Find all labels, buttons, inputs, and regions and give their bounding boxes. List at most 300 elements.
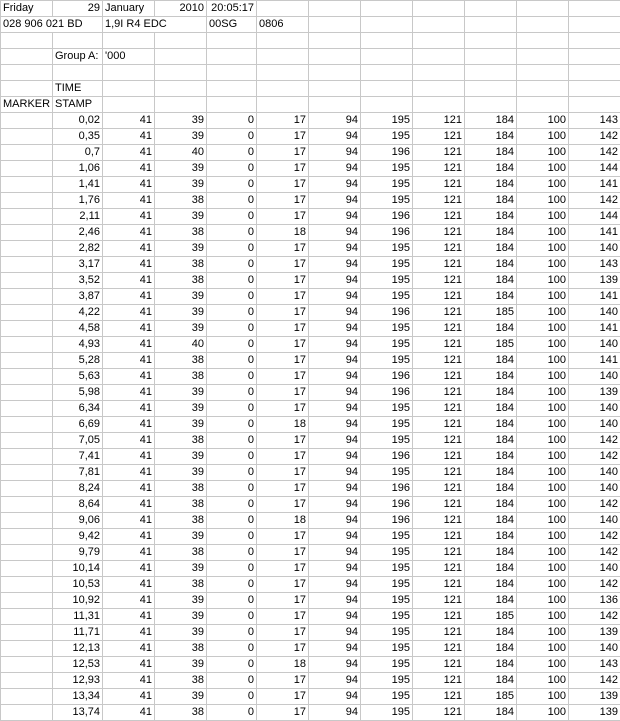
- value-cell[interactable]: 142: [569, 145, 620, 161]
- value-cell[interactable]: 94: [309, 113, 361, 129]
- value-cell[interactable]: 0: [207, 577, 257, 593]
- value-cell[interactable]: 196: [361, 481, 413, 497]
- value-cell[interactable]: 0: [207, 625, 257, 641]
- cell-year[interactable]: 2010: [155, 1, 207, 17]
- value-cell[interactable]: 17: [257, 385, 309, 401]
- value-cell[interactable]: 17: [257, 449, 309, 465]
- value-cell[interactable]: 39: [155, 417, 207, 433]
- value-cell[interactable]: 141: [569, 353, 620, 369]
- value-cell[interactable]: 121: [413, 289, 465, 305]
- value-cell[interactable]: 184: [465, 417, 517, 433]
- value-cell[interactable]: 121: [413, 657, 465, 673]
- value-cell[interactable]: 195: [361, 465, 413, 481]
- value-cell[interactable]: 121: [413, 257, 465, 273]
- value-cell[interactable]: 41: [103, 481, 155, 497]
- value-cell[interactable]: 184: [465, 593, 517, 609]
- value-cell[interactable]: 121: [413, 513, 465, 529]
- value-cell[interactable]: 195: [361, 417, 413, 433]
- timestamp-cell[interactable]: 9,79: [53, 545, 103, 561]
- value-cell[interactable]: 100: [517, 193, 569, 209]
- value-cell[interactable]: 41: [103, 209, 155, 225]
- value-cell[interactable]: 17: [257, 529, 309, 545]
- value-cell[interactable]: 39: [155, 177, 207, 193]
- value-cell[interactable]: 195: [361, 337, 413, 353]
- value-cell[interactable]: 136: [569, 593, 620, 609]
- value-cell[interactable]: 195: [361, 561, 413, 577]
- value-cell[interactable]: 139: [569, 705, 620, 721]
- value-cell[interactable]: 41: [103, 369, 155, 385]
- value-cell[interactable]: 0: [207, 433, 257, 449]
- value-cell[interactable]: 17: [257, 161, 309, 177]
- value-cell[interactable]: 141: [569, 177, 620, 193]
- value-cell[interactable]: 0: [207, 561, 257, 577]
- value-cell[interactable]: 17: [257, 289, 309, 305]
- value-cell[interactable]: 100: [517, 241, 569, 257]
- timestamp-cell[interactable]: 2,82: [53, 241, 103, 257]
- value-cell[interactable]: 41: [103, 401, 155, 417]
- value-cell[interactable]: 140: [569, 481, 620, 497]
- value-cell[interactable]: 17: [257, 337, 309, 353]
- value-cell[interactable]: 196: [361, 449, 413, 465]
- value-cell[interactable]: 0: [207, 289, 257, 305]
- value-cell[interactable]: 121: [413, 673, 465, 689]
- marker-cell[interactable]: [1, 433, 53, 449]
- value-cell[interactable]: 41: [103, 561, 155, 577]
- value-cell[interactable]: 139: [569, 689, 620, 705]
- value-cell[interactable]: 100: [517, 513, 569, 529]
- value-cell[interactable]: 0: [207, 305, 257, 321]
- value-cell[interactable]: 140: [569, 337, 620, 353]
- timestamp-cell[interactable]: 12,13: [53, 641, 103, 657]
- value-cell[interactable]: 195: [361, 353, 413, 369]
- value-cell[interactable]: 17: [257, 673, 309, 689]
- marker-cell[interactable]: [1, 129, 53, 145]
- cell-time[interactable]: 20:05:17: [207, 1, 257, 17]
- value-cell[interactable]: 185: [465, 609, 517, 625]
- marker-cell[interactable]: [1, 385, 53, 401]
- value-cell[interactable]: 38: [155, 481, 207, 497]
- value-cell[interactable]: 94: [309, 385, 361, 401]
- marker-cell[interactable]: [1, 673, 53, 689]
- value-cell[interactable]: 140: [569, 465, 620, 481]
- value-cell[interactable]: 142: [569, 449, 620, 465]
- value-cell[interactable]: 0: [207, 177, 257, 193]
- value-cell[interactable]: 140: [569, 369, 620, 385]
- value-cell[interactable]: 94: [309, 625, 361, 641]
- value-cell[interactable]: 184: [465, 177, 517, 193]
- value-cell[interactable]: 0: [207, 385, 257, 401]
- cell-day[interactable]: Friday: [1, 1, 53, 17]
- value-cell[interactable]: 41: [103, 657, 155, 673]
- marker-cell[interactable]: [1, 513, 53, 529]
- value-cell[interactable]: 100: [517, 161, 569, 177]
- marker-cell[interactable]: [1, 257, 53, 273]
- value-cell[interactable]: 140: [569, 513, 620, 529]
- value-cell[interactable]: 121: [413, 225, 465, 241]
- value-cell[interactable]: 41: [103, 641, 155, 657]
- value-cell[interactable]: 38: [155, 705, 207, 721]
- value-cell[interactable]: 100: [517, 209, 569, 225]
- value-cell[interactable]: 17: [257, 641, 309, 657]
- value-cell[interactable]: 17: [257, 241, 309, 257]
- value-cell[interactable]: 17: [257, 561, 309, 577]
- value-cell[interactable]: 121: [413, 641, 465, 657]
- value-cell[interactable]: 100: [517, 385, 569, 401]
- value-cell[interactable]: 184: [465, 529, 517, 545]
- value-cell[interactable]: 94: [309, 689, 361, 705]
- value-cell[interactable]: 195: [361, 257, 413, 273]
- value-cell[interactable]: 142: [569, 129, 620, 145]
- timestamp-cell[interactable]: 4,93: [53, 337, 103, 353]
- value-cell[interactable]: 195: [361, 545, 413, 561]
- value-cell[interactable]: 142: [569, 545, 620, 561]
- value-cell[interactable]: 38: [155, 545, 207, 561]
- marker-cell[interactable]: [1, 337, 53, 353]
- timestamp-cell[interactable]: 4,22: [53, 305, 103, 321]
- value-cell[interactable]: 142: [569, 577, 620, 593]
- value-cell[interactable]: 39: [155, 625, 207, 641]
- value-cell[interactable]: 39: [155, 657, 207, 673]
- value-cell[interactable]: 39: [155, 449, 207, 465]
- value-cell[interactable]: 41: [103, 273, 155, 289]
- value-cell[interactable]: 185: [465, 689, 517, 705]
- value-cell[interactable]: 184: [465, 465, 517, 481]
- value-cell[interactable]: 121: [413, 177, 465, 193]
- value-cell[interactable]: 184: [465, 289, 517, 305]
- value-cell[interactable]: 41: [103, 497, 155, 513]
- value-cell[interactable]: 41: [103, 145, 155, 161]
- value-cell[interactable]: 100: [517, 305, 569, 321]
- value-cell[interactable]: 38: [155, 369, 207, 385]
- value-cell[interactable]: 41: [103, 177, 155, 193]
- value-cell[interactable]: 196: [361, 305, 413, 321]
- cell-code-a[interactable]: 00SG: [207, 17, 257, 33]
- value-cell[interactable]: 195: [361, 689, 413, 705]
- value-cell[interactable]: 38: [155, 497, 207, 513]
- value-cell[interactable]: 121: [413, 577, 465, 593]
- value-cell[interactable]: 94: [309, 593, 361, 609]
- marker-cell[interactable]: [1, 401, 53, 417]
- value-cell[interactable]: 184: [465, 225, 517, 241]
- value-cell[interactable]: 18: [257, 513, 309, 529]
- value-cell[interactable]: 41: [103, 609, 155, 625]
- value-cell[interactable]: 0: [207, 641, 257, 657]
- value-cell[interactable]: 0: [207, 145, 257, 161]
- value-cell[interactable]: 17: [257, 465, 309, 481]
- value-cell[interactable]: 121: [413, 353, 465, 369]
- timestamp-cell[interactable]: 12,53: [53, 657, 103, 673]
- value-cell[interactable]: 100: [517, 145, 569, 161]
- value-cell[interactable]: 195: [361, 161, 413, 177]
- value-cell[interactable]: 94: [309, 513, 361, 529]
- value-cell[interactable]: 184: [465, 257, 517, 273]
- value-cell[interactable]: 94: [309, 353, 361, 369]
- value-cell[interactable]: 94: [309, 609, 361, 625]
- value-cell[interactable]: 41: [103, 321, 155, 337]
- value-cell[interactable]: 0: [207, 689, 257, 705]
- timestamp-cell[interactable]: 9,42: [53, 529, 103, 545]
- value-cell[interactable]: 94: [309, 401, 361, 417]
- value-cell[interactable]: 0: [207, 513, 257, 529]
- marker-cell[interactable]: [1, 625, 53, 641]
- value-cell[interactable]: 195: [361, 177, 413, 193]
- value-cell[interactable]: 121: [413, 433, 465, 449]
- value-cell[interactable]: 100: [517, 593, 569, 609]
- value-cell[interactable]: 94: [309, 305, 361, 321]
- timestamp-cell[interactable]: 8,64: [53, 497, 103, 513]
- value-cell[interactable]: 94: [309, 529, 361, 545]
- marker-cell[interactable]: [1, 289, 53, 305]
- value-cell[interactable]: 38: [155, 673, 207, 689]
- value-cell[interactable]: 100: [517, 465, 569, 481]
- value-cell[interactable]: 100: [517, 561, 569, 577]
- value-cell[interactable]: 0: [207, 401, 257, 417]
- marker-cell[interactable]: [1, 529, 53, 545]
- value-cell[interactable]: 121: [413, 529, 465, 545]
- value-cell[interactable]: 184: [465, 321, 517, 337]
- value-cell[interactable]: 121: [413, 385, 465, 401]
- value-cell[interactable]: 141: [569, 289, 620, 305]
- value-cell[interactable]: 17: [257, 209, 309, 225]
- value-cell[interactable]: 41: [103, 529, 155, 545]
- value-cell[interactable]: 100: [517, 257, 569, 273]
- marker-cell[interactable]: [1, 657, 53, 673]
- value-cell[interactable]: 39: [155, 113, 207, 129]
- value-cell[interactable]: 41: [103, 545, 155, 561]
- value-cell[interactable]: 143: [569, 113, 620, 129]
- value-cell[interactable]: 121: [413, 625, 465, 641]
- value-cell[interactable]: 17: [257, 545, 309, 561]
- value-cell[interactable]: 184: [465, 513, 517, 529]
- marker-cell[interactable]: [1, 609, 53, 625]
- value-cell[interactable]: 41: [103, 689, 155, 705]
- value-cell[interactable]: 100: [517, 129, 569, 145]
- value-cell[interactable]: 94: [309, 417, 361, 433]
- value-cell[interactable]: 184: [465, 209, 517, 225]
- value-cell[interactable]: 41: [103, 193, 155, 209]
- value-cell[interactable]: 195: [361, 401, 413, 417]
- value-cell[interactable]: 195: [361, 593, 413, 609]
- value-cell[interactable]: 17: [257, 257, 309, 273]
- value-cell[interactable]: 94: [309, 337, 361, 353]
- value-cell[interactable]: 143: [569, 257, 620, 273]
- value-cell[interactable]: 39: [155, 465, 207, 481]
- value-cell[interactable]: 140: [569, 641, 620, 657]
- value-cell[interactable]: 100: [517, 321, 569, 337]
- value-cell[interactable]: 100: [517, 657, 569, 673]
- value-cell[interactable]: 184: [465, 545, 517, 561]
- timestamp-cell[interactable]: 2,46: [53, 225, 103, 241]
- timestamp-cell[interactable]: 13,34: [53, 689, 103, 705]
- value-cell[interactable]: 41: [103, 417, 155, 433]
- marker-cell[interactable]: [1, 193, 53, 209]
- value-cell[interactable]: 100: [517, 369, 569, 385]
- marker-cell[interactable]: [1, 353, 53, 369]
- value-cell[interactable]: 0: [207, 113, 257, 129]
- value-cell[interactable]: 38: [155, 193, 207, 209]
- timestamp-cell[interactable]: 0,02: [53, 113, 103, 129]
- value-cell[interactable]: 100: [517, 625, 569, 641]
- value-cell[interactable]: 17: [257, 145, 309, 161]
- value-cell[interactable]: 195: [361, 673, 413, 689]
- value-cell[interactable]: 38: [155, 641, 207, 657]
- marker-cell[interactable]: [1, 225, 53, 241]
- value-cell[interactable]: 142: [569, 673, 620, 689]
- value-cell[interactable]: 94: [309, 705, 361, 721]
- value-cell[interactable]: 184: [465, 145, 517, 161]
- value-cell[interactable]: 94: [309, 369, 361, 385]
- value-cell[interactable]: 142: [569, 609, 620, 625]
- value-cell[interactable]: 184: [465, 273, 517, 289]
- value-cell[interactable]: 144: [569, 161, 620, 177]
- value-cell[interactable]: 184: [465, 385, 517, 401]
- timestamp-cell[interactable]: 1,41: [53, 177, 103, 193]
- cell-id[interactable]: 028 906 021 BD: [1, 17, 103, 33]
- value-cell[interactable]: 38: [155, 273, 207, 289]
- value-cell[interactable]: 195: [361, 113, 413, 129]
- value-cell[interactable]: 121: [413, 481, 465, 497]
- value-cell[interactable]: 100: [517, 481, 569, 497]
- cell-month[interactable]: January: [103, 1, 155, 17]
- timestamp-cell[interactable]: 7,81: [53, 465, 103, 481]
- value-cell[interactable]: 196: [361, 385, 413, 401]
- value-cell[interactable]: 0: [207, 417, 257, 433]
- value-cell[interactable]: 39: [155, 593, 207, 609]
- value-cell[interactable]: 41: [103, 577, 155, 593]
- value-cell[interactable]: 17: [257, 689, 309, 705]
- value-cell[interactable]: 140: [569, 241, 620, 257]
- value-cell[interactable]: 17: [257, 609, 309, 625]
- value-cell[interactable]: 39: [155, 561, 207, 577]
- value-cell[interactable]: 121: [413, 161, 465, 177]
- timestamp-cell[interactable]: 13,74: [53, 705, 103, 721]
- value-cell[interactable]: 121: [413, 497, 465, 513]
- value-cell[interactable]: 39: [155, 129, 207, 145]
- value-cell[interactable]: 94: [309, 145, 361, 161]
- value-cell[interactable]: 17: [257, 273, 309, 289]
- timestamp-cell[interactable]: 6,69: [53, 417, 103, 433]
- marker-cell[interactable]: [1, 641, 53, 657]
- value-cell[interactable]: 41: [103, 305, 155, 321]
- value-cell[interactable]: 100: [517, 401, 569, 417]
- value-cell[interactable]: 142: [569, 193, 620, 209]
- timestamp-cell[interactable]: 8,24: [53, 481, 103, 497]
- value-cell[interactable]: 195: [361, 609, 413, 625]
- value-cell[interactable]: 17: [257, 113, 309, 129]
- value-cell[interactable]: 184: [465, 705, 517, 721]
- value-cell[interactable]: 121: [413, 113, 465, 129]
- value-cell[interactable]: 140: [569, 305, 620, 321]
- value-cell[interactable]: 0: [207, 673, 257, 689]
- value-cell[interactable]: 143: [569, 657, 620, 673]
- value-cell[interactable]: 185: [465, 337, 517, 353]
- value-cell[interactable]: 185: [465, 305, 517, 321]
- value-cell[interactable]: 41: [103, 289, 155, 305]
- value-cell[interactable]: 144: [569, 209, 620, 225]
- value-cell[interactable]: 121: [413, 593, 465, 609]
- value-cell[interactable]: 195: [361, 577, 413, 593]
- value-cell[interactable]: 121: [413, 337, 465, 353]
- value-cell[interactable]: 100: [517, 641, 569, 657]
- value-cell[interactable]: 0: [207, 497, 257, 513]
- value-cell[interactable]: 94: [309, 177, 361, 193]
- value-cell[interactable]: 38: [155, 433, 207, 449]
- value-cell[interactable]: 139: [569, 385, 620, 401]
- value-cell[interactable]: 17: [257, 481, 309, 497]
- timestamp-cell[interactable]: 0,35: [53, 129, 103, 145]
- value-cell[interactable]: 184: [465, 641, 517, 657]
- value-cell[interactable]: 18: [257, 417, 309, 433]
- value-cell[interactable]: 0: [207, 257, 257, 273]
- marker-cell[interactable]: [1, 305, 53, 321]
- value-cell[interactable]: 41: [103, 257, 155, 273]
- value-cell[interactable]: 184: [465, 625, 517, 641]
- value-cell[interactable]: 0: [207, 481, 257, 497]
- value-cell[interactable]: 142: [569, 433, 620, 449]
- value-cell[interactable]: 94: [309, 433, 361, 449]
- value-cell[interactable]: 0: [207, 705, 257, 721]
- value-cell[interactable]: 121: [413, 545, 465, 561]
- value-cell[interactable]: 39: [155, 305, 207, 321]
- value-cell[interactable]: 140: [569, 417, 620, 433]
- value-cell[interactable]: 17: [257, 625, 309, 641]
- value-cell[interactable]: 140: [569, 561, 620, 577]
- value-cell[interactable]: 196: [361, 209, 413, 225]
- value-cell[interactable]: 100: [517, 673, 569, 689]
- value-cell[interactable]: 41: [103, 513, 155, 529]
- value-cell[interactable]: 0: [207, 193, 257, 209]
- value-cell[interactable]: 100: [517, 225, 569, 241]
- value-cell[interactable]: 195: [361, 529, 413, 545]
- value-cell[interactable]: 0: [207, 609, 257, 625]
- value-cell[interactable]: 121: [413, 609, 465, 625]
- value-cell[interactable]: 196: [361, 145, 413, 161]
- value-cell[interactable]: 195: [361, 241, 413, 257]
- value-cell[interactable]: 18: [257, 225, 309, 241]
- value-cell[interactable]: 41: [103, 113, 155, 129]
- value-cell[interactable]: 184: [465, 433, 517, 449]
- value-cell[interactable]: 41: [103, 625, 155, 641]
- value-cell[interactable]: 184: [465, 129, 517, 145]
- timestamp-cell[interactable]: 3,17: [53, 257, 103, 273]
- value-cell[interactable]: 17: [257, 593, 309, 609]
- value-cell[interactable]: 39: [155, 529, 207, 545]
- value-cell[interactable]: 94: [309, 321, 361, 337]
- value-cell[interactable]: 141: [569, 321, 620, 337]
- value-cell[interactable]: 0: [207, 593, 257, 609]
- value-cell[interactable]: 121: [413, 193, 465, 209]
- value-cell[interactable]: 41: [103, 465, 155, 481]
- value-cell[interactable]: 94: [309, 657, 361, 673]
- value-cell[interactable]: 184: [465, 161, 517, 177]
- value-cell[interactable]: 17: [257, 321, 309, 337]
- cell-code-b[interactable]: 0806: [257, 17, 309, 33]
- value-cell[interactable]: 121: [413, 465, 465, 481]
- value-cell[interactable]: 139: [569, 625, 620, 641]
- value-cell[interactable]: 0: [207, 209, 257, 225]
- col-header-marker[interactable]: MARKER: [1, 97, 53, 113]
- timestamp-cell[interactable]: 0,7: [53, 145, 103, 161]
- value-cell[interactable]: 17: [257, 193, 309, 209]
- value-cell[interactable]: 0: [207, 321, 257, 337]
- marker-cell[interactable]: [1, 417, 53, 433]
- value-cell[interactable]: 195: [361, 433, 413, 449]
- timestamp-cell[interactable]: 9,06: [53, 513, 103, 529]
- value-cell[interactable]: 196: [361, 513, 413, 529]
- value-cell[interactable]: 121: [413, 241, 465, 257]
- value-cell[interactable]: 195: [361, 657, 413, 673]
- timestamp-cell[interactable]: 5,28: [53, 353, 103, 369]
